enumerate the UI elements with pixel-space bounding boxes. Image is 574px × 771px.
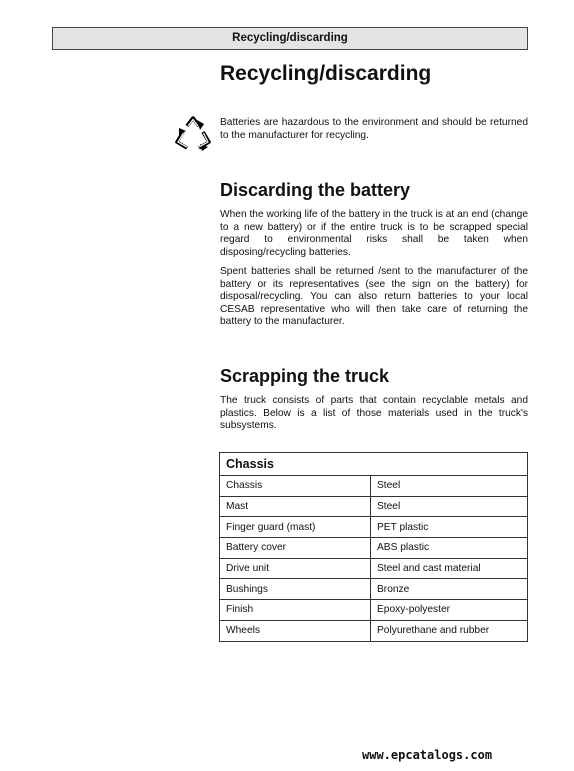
section-heading-scrapping: Scrapping the truck: [220, 366, 390, 386]
part-cell: Finish: [220, 600, 371, 621]
table-row: [220, 476, 528, 497]
discard-paragraph-2: Spent batteries shall be returned /sent to the manufacturer of the battery or its representatives (see the sign on the battery) for disposal/recycling. You can also return batteries to your local CESAB representative who will then take care of returning the battery to the manufacturer.: [220, 266, 528, 328]
material-cell: ABS plastic: [371, 538, 528, 559]
table-row: [220, 600, 528, 621]
table-header: Chassis: [220, 453, 528, 476]
table-row: [220, 517, 528, 538]
watermark-link[interactable]: www.epcatalogs.com: [362, 748, 493, 762]
table-row: [220, 538, 528, 559]
section-heading-discarding: Discarding the battery: [220, 180, 411, 200]
table-row: [220, 496, 528, 517]
part-cell: Mast: [220, 496, 371, 517]
materials-table: [219, 452, 528, 642]
material-cell: Steel: [371, 496, 528, 517]
table-row: [220, 558, 528, 579]
part-cell: Drive unit: [220, 558, 371, 579]
part-cell: Battery cover: [220, 538, 371, 559]
material-cell: PET plastic: [371, 517, 528, 538]
intro-text: Batteries are hazardous to the environment and should be returned to the manufacturer for recycling.: [220, 117, 528, 141]
table-header-row: [220, 453, 528, 476]
material-cell: Bronze: [371, 579, 528, 600]
recycle-icon: [173, 114, 213, 154]
table-row: [220, 620, 528, 641]
page-header: Recycling/discarding: [52, 27, 528, 50]
material-cell: Steel: [371, 476, 528, 497]
scrap-paragraph: The truck consists of parts that contain recyclable metals and plastics. Below is a list of those materials used in the truck's subsystems.: [220, 395, 528, 432]
table-row: [220, 579, 528, 600]
material-cell: Steel and cast material: [371, 558, 528, 579]
material-cell: Epoxy-polyester: [371, 600, 528, 621]
part-cell: Bushings: [220, 579, 371, 600]
page-title: Recycling/discarding: [220, 62, 432, 85]
material-cell: Polyurethane and rubber: [371, 620, 528, 641]
discard-paragraph-1: When the working life of the battery in the truck is at an end (change to a new battery) or if the entire truck is to be scrapped special regard to environmental risks shall be taken when disposing/recycling batteries.: [220, 209, 528, 258]
part-cell: Finger guard (mast): [220, 517, 371, 538]
part-cell: Chassis: [220, 476, 371, 497]
part-cell: Wheels: [220, 620, 371, 641]
